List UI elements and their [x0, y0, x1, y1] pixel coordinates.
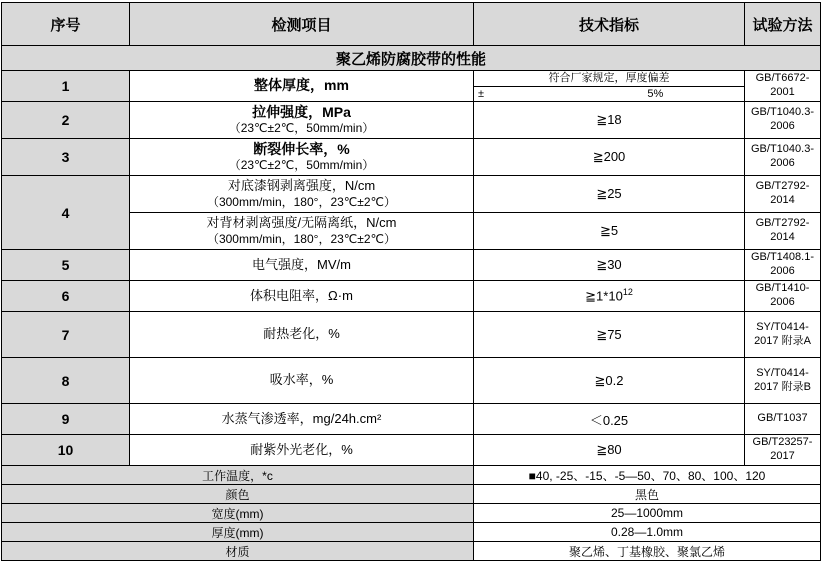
row-item	[130, 281, 474, 312]
row-item-main: 整体厚度，mm	[254, 77, 349, 94]
footer-row	[2, 542, 821, 561]
footer-value: ■40, -25、-15、-5—50、70、80、100、120	[474, 466, 821, 485]
row-item	[130, 250, 474, 281]
table-row	[2, 139, 821, 176]
row-method: GB/T23257-2017	[745, 435, 821, 466]
row-item-sub: （23℃±2℃，50mm/min）	[228, 158, 375, 173]
row-no: 7	[2, 312, 130, 358]
table-row	[2, 281, 821, 312]
row-item-main: 耐紫外光老化，%	[250, 441, 353, 457]
row-item-main: 对背材剥离强度/无隔离纸，N/cm	[206, 215, 397, 231]
footer-row	[2, 485, 821, 504]
footer-value: 聚乙烯、丁基橡胶、聚氯乙烯	[474, 542, 821, 561]
header-item: 检测项目	[130, 3, 474, 46]
row-item-sub: （300mm/min，180°，23℃±2℃）	[206, 231, 397, 246]
header-method: 试验方法	[745, 3, 821, 46]
row-no: 5	[2, 250, 130, 281]
footer-value: 25—1000mm	[474, 504, 821, 523]
row-item-main: 体积电阻率，Ω·m	[250, 287, 353, 303]
row-item-main: 对底漆钢剥离强度，N/cm	[227, 178, 376, 194]
row-index-bottom-left: ±	[478, 87, 485, 100]
row-no: 2	[2, 102, 130, 139]
table-row	[2, 102, 821, 139]
footer-value: 0.28—1.0mm	[474, 523, 821, 542]
row-method: GB/T1410-2006	[745, 281, 821, 312]
row-method: SY/T0414-2017 附录A	[745, 312, 821, 358]
row-method: GB/T1040.3-2006	[745, 139, 821, 176]
row-index-bottom-right: 5%	[647, 87, 664, 100]
footer-label: 厚度(mm)	[2, 523, 474, 542]
section-title: 聚乙烯防腐胶带的性能	[2, 46, 821, 71]
row-index: ≧0.2	[474, 358, 745, 404]
row-index: ≧75	[474, 312, 745, 358]
footer-label: 颜色	[2, 485, 474, 504]
table-header-row	[2, 3, 821, 46]
row-method: GB/T6672-2001	[745, 71, 821, 102]
row-no: 9	[2, 404, 130, 435]
footer-label: 材质	[2, 542, 474, 561]
row-no: 4	[2, 176, 130, 250]
row-method: SY/T0414-2017 附录B	[745, 358, 821, 404]
row-method: GB/T1040.3-2006	[745, 102, 821, 139]
row-item	[130, 213, 474, 250]
row-index: ≧18	[474, 102, 745, 139]
row-method: GB/T2792-2014	[745, 176, 821, 213]
row-item-main: 断裂伸长率，%	[253, 140, 350, 157]
row-method: GB/T1037	[745, 404, 821, 435]
footer-label: 工作温度，*c	[2, 466, 474, 485]
footer-row	[2, 466, 821, 485]
row-item	[130, 404, 474, 435]
row-index-value: ≧1*10	[585, 288, 623, 304]
row-index: ≧30	[474, 250, 745, 281]
row-item-sub: （23℃±2℃，50mm/min）	[228, 121, 375, 136]
footer-row	[2, 523, 821, 542]
table-row	[2, 176, 821, 213]
row-item-main: 耐热老化，%	[263, 326, 340, 342]
row-no: 10	[2, 435, 130, 466]
table-row	[2, 71, 821, 102]
footer-value: 黑色	[474, 485, 821, 504]
row-item-sub: （300mm/min，180°，23℃±2℃）	[206, 194, 397, 209]
row-index: ≧200	[474, 139, 745, 176]
row-method: GB/T1408.1-2006	[745, 250, 821, 281]
table-row	[2, 435, 821, 466]
row-item-main: 拉伸强度，MPa	[252, 103, 351, 120]
row-index-top: 符合厂家规定，厚度偏差	[548, 72, 670, 85]
row-index: ≧80	[474, 435, 745, 466]
row-method: GB/T2792-2014	[745, 213, 821, 250]
row-index	[474, 71, 745, 102]
footer-label: 宽度(mm)	[2, 504, 474, 523]
row-no: 6	[2, 281, 130, 312]
specification-table	[1, 2, 821, 561]
table-row	[2, 358, 821, 404]
header-index: 技术指标	[474, 3, 745, 46]
row-item	[130, 176, 474, 213]
footer-row	[2, 504, 821, 523]
row-item-main: 吸水率，%	[269, 372, 334, 388]
row-index	[474, 281, 745, 312]
row-item	[130, 312, 474, 358]
row-index-exponent: 12	[622, 287, 633, 298]
row-item	[130, 358, 474, 404]
table-row	[2, 404, 821, 435]
row-item	[130, 435, 474, 466]
row-index: ＜0.25	[474, 404, 745, 435]
row-item-main: 水蒸气渗透率，mg/24h.cm²	[221, 410, 382, 426]
header-no: 序号	[2, 3, 130, 46]
row-item	[130, 71, 474, 102]
row-index: ≧25	[474, 176, 745, 213]
row-item	[130, 102, 474, 139]
section-title-row	[2, 46, 821, 71]
row-index: ≧5	[474, 213, 745, 250]
row-item	[130, 139, 474, 176]
row-no: 3	[2, 139, 130, 176]
table-row	[2, 312, 821, 358]
row-item-main: 电气强度，MV/m	[252, 256, 351, 272]
row-no: 1	[2, 71, 130, 102]
row-no: 8	[2, 358, 130, 404]
table-row	[2, 250, 821, 281]
